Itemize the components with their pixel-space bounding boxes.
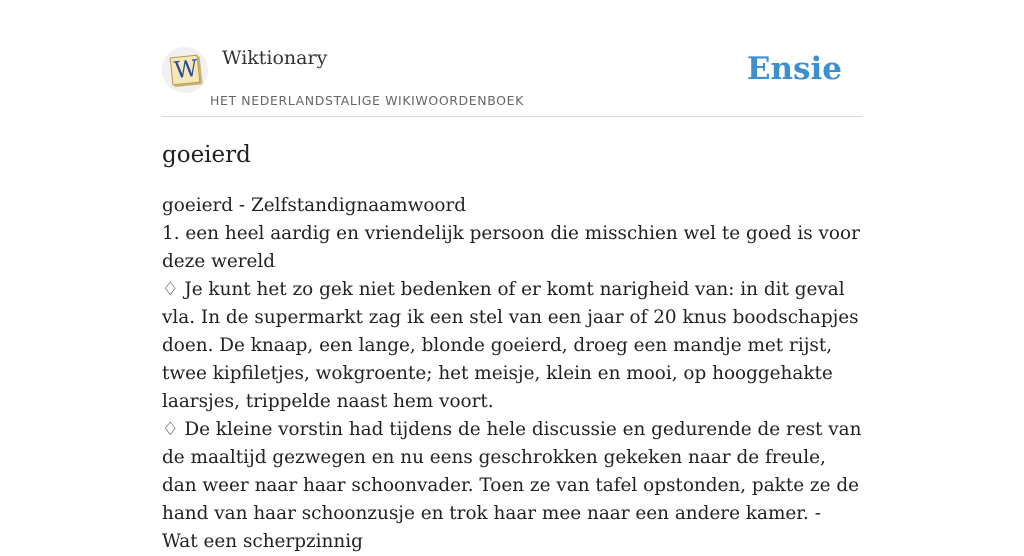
example-sentence: ♢ Je kunt het zo gek niet bedenken of er komt narigheid van: in dit geval vla. In de supermarkt zag ik een stel van een jaar of 20 knus boodschapjes doen. De knaap, een lange, blonde goeierd, droeg een mandje met rijst, twee kipfiletjes, wokgroente; het meisje, klein en mooi, op hooggehakte laarsjes, trippelde naast hem voort.	[162, 279, 859, 412]
definition: 1. een heel aardig en vriendelijk persoon die misschien wel te goed is voor deze wereld	[162, 223, 860, 272]
ensie-brand-link[interactable]: Ensie	[746, 51, 842, 87]
page-title: goeierd	[162, 142, 251, 168]
logo-letter: W	[172, 55, 200, 85]
wiktionary-logo-icon[interactable]	[162, 47, 208, 93]
entry-content	[162, 192, 862, 556]
headword-line: goeierd - Zelfstandignaamwoord	[162, 195, 467, 216]
page-container	[162, 0, 862, 552]
site-tagline: HET NEDERLANDSTALIGE WIKIWOORDENBOEK	[210, 93, 524, 108]
logo-tile	[170, 55, 201, 86]
site-title[interactable]: Wiktionary	[222, 47, 328, 69]
example-sentence: ♢ De kleine vorstin had tijdens de hele discussie en gedurende de rest van de maaltijd gezwegen en nu eens geschrokken gekeken naar de freule, dan weer naar haar schoonvader. Toen ze van tafel opstonden, pakte ze de hand van haar schoonzusje en trok haar mee naar een andere kamer. - Wat een scherpzinnig	[162, 419, 862, 552]
site-header	[162, 0, 862, 117]
